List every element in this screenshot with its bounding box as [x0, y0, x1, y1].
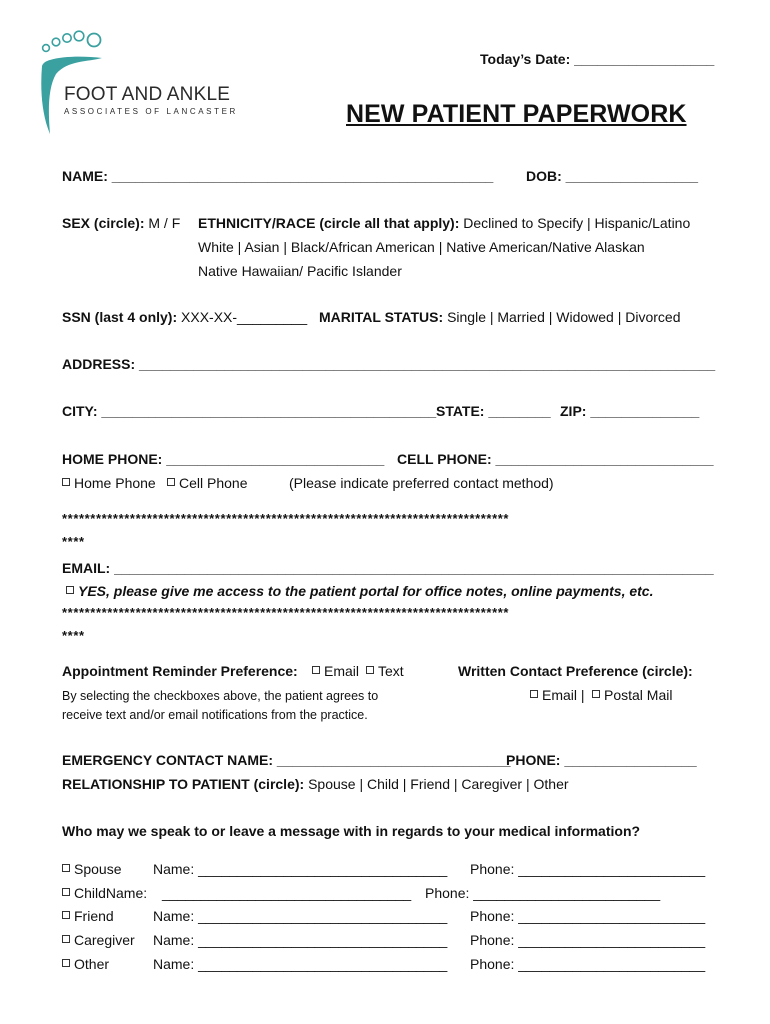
emergency-contact-phone-field[interactable]: PHONE: _________________ — [506, 752, 697, 768]
checkbox-icon[interactable] — [592, 690, 600, 698]
checkbox-icon[interactable] — [167, 478, 175, 486]
checkbox-icon[interactable] — [62, 864, 70, 872]
address-field[interactable]: ADDRESS: __________________________________________________________________________ — [62, 356, 716, 372]
checkbox-icon[interactable] — [62, 935, 70, 943]
contact-name-field[interactable]: Name: ________________________________ — [153, 932, 448, 948]
home-phone-field[interactable]: HOME PHONE: ____________________________ — [62, 451, 385, 467]
contact-phone-field[interactable]: Phone: ________________________ — [470, 861, 706, 877]
contact-method-note: (Please indicate preferred contact method) — [289, 475, 554, 491]
sex-label: SEX (circle): — [62, 215, 145, 231]
contact-name-field[interactable]: Name: ________________________________ — [153, 861, 448, 877]
relationship-options[interactable]: Spouse | Child | Friend | Caregiver | Other — [308, 776, 569, 792]
contact-label: Other — [74, 956, 110, 972]
written-preference-label: Written Contact Preference (circle): — [458, 663, 693, 679]
page-title: NEW PATIENT PAPERWORK — [346, 100, 687, 128]
consent-text-2: receive text and/or email notifications from the practice. — [62, 708, 368, 722]
sex-options[interactable]: M / F — [148, 215, 181, 231]
message-permission-question: Who may we speak to or leave a message with in regards to your medical information? — [62, 823, 641, 839]
ssn-row — [62, 308, 307, 326]
dob-field[interactable]: DOB: _________________ — [526, 168, 699, 184]
ethnicity-options-2[interactable]: White | Asian | Black/African American | Native American/Native Alaskan — [198, 239, 645, 255]
contact-label: Caregiver — [74, 932, 135, 948]
reminder-text-label: Text — [378, 663, 404, 679]
contact-friend-option[interactable] — [62, 907, 114, 925]
ssn-label: SSN (last 4 only): — [62, 309, 178, 325]
contact-child-option[interactable] — [62, 884, 147, 902]
reminder-text-option[interactable] — [366, 662, 404, 680]
home-phone-option-label: Home Phone — [74, 475, 156, 491]
ethnicity-options-3[interactable]: Native Hawaiian/ Pacific Islander — [198, 263, 402, 279]
todays-date-field[interactable]: Today’s Date: __________________ — [480, 51, 715, 67]
checkbox-icon[interactable] — [62, 959, 70, 967]
contact-spouse-option[interactable] — [62, 860, 121, 878]
separator-stars: ******************************************************************************* — [62, 511, 510, 526]
cell-phone-option[interactable] — [167, 474, 248, 492]
cell-phone-field[interactable]: CELL PHONE: ____________________________ — [397, 451, 714, 467]
separator-stars: ******************************************************************************* — [62, 605, 510, 620]
separator-stars-tail: **** — [62, 628, 85, 643]
portal-access-option[interactable] — [66, 582, 653, 600]
ssn-field[interactable]: XXX-XX-_________ — [181, 309, 308, 325]
checkbox-icon[interactable] — [66, 586, 74, 594]
contact-name-field[interactable]: Name: ________________________________ — [153, 956, 448, 972]
cell-phone-option-label: Cell Phone — [179, 475, 248, 491]
checkbox-icon[interactable] — [62, 478, 70, 486]
reminder-email-label: Email — [324, 663, 360, 679]
contact-phone-field[interactable]: Phone: ________________________ — [470, 908, 706, 924]
logo-name: FOOT AND ANKLE — [64, 84, 231, 105]
contact-phone-field[interactable]: Phone: ________________________ — [470, 932, 706, 948]
marital-options[interactable]: Single | Married | Widowed | Divorced — [447, 309, 681, 325]
email-field[interactable]: EMAIL: _____________________________________________________________________________ — [62, 560, 714, 576]
ethnicity-label: ETHNICITY/RACE (circle all that apply): — [198, 215, 460, 231]
portal-access-label: YES, please give me access to the patient portal for office notes, online payments, etc. — [78, 583, 654, 599]
contact-label: ChildName: — [74, 885, 148, 901]
consent-text-1: By selecting the checkboxes above, the patient agrees to — [62, 689, 379, 703]
written-mail-option[interactable] — [592, 686, 672, 704]
ethnicity-row-1 — [198, 214, 690, 232]
city-field[interactable]: CITY: ___________________________________________ — [62, 403, 437, 419]
name-field[interactable]: NAME: _________________________________________________ — [62, 168, 494, 184]
checkbox-icon[interactable] — [312, 666, 320, 674]
contact-other-option[interactable] — [62, 955, 109, 973]
contact-name-field[interactable]: ________________________________ — [162, 885, 412, 901]
reminder-email-option[interactable] — [312, 662, 359, 680]
logo-subtitle: ASSOCIATES OF LANCASTER — [64, 107, 238, 116]
home-phone-option[interactable] — [62, 474, 156, 492]
checkbox-icon[interactable] — [62, 911, 70, 919]
state-field[interactable]: STATE: ________ — [436, 403, 551, 419]
written-email-label: Email | — [542, 687, 585, 703]
zip-field[interactable]: ZIP: ______________ — [560, 403, 700, 419]
written-mail-label: Postal Mail — [604, 687, 673, 703]
checkbox-icon[interactable] — [366, 666, 374, 674]
written-email-option[interactable] — [530, 686, 585, 704]
contact-caregiver-option[interactable] — [62, 931, 135, 949]
emergency-contact-name-field[interactable]: EMERGENCY CONTACT NAME: ______________________________ — [62, 752, 511, 768]
sex-row — [62, 214, 180, 232]
marital-label: MARITAL STATUS: — [319, 309, 444, 325]
marital-row — [319, 308, 681, 326]
contact-label: Spouse — [74, 861, 122, 877]
checkbox-icon[interactable] — [530, 690, 538, 698]
checkbox-icon[interactable] — [62, 888, 70, 896]
relationship-row — [62, 775, 569, 793]
separator-stars-tail: **** — [62, 534, 85, 549]
ethnicity-options-1[interactable]: Declined to Specify | Hispanic/Latino — [463, 215, 691, 231]
contact-name-field[interactable]: Name: ________________________________ — [153, 908, 448, 924]
reminder-preference-label: Appointment Reminder Preference: — [62, 663, 298, 679]
contact-phone-field[interactable]: Phone: ________________________ — [425, 885, 661, 901]
contact-phone-field[interactable]: Phone: ________________________ — [470, 956, 706, 972]
relationship-label: RELATIONSHIP TO PATIENT (circle): — [62, 776, 305, 792]
contact-label: Friend — [74, 908, 114, 924]
